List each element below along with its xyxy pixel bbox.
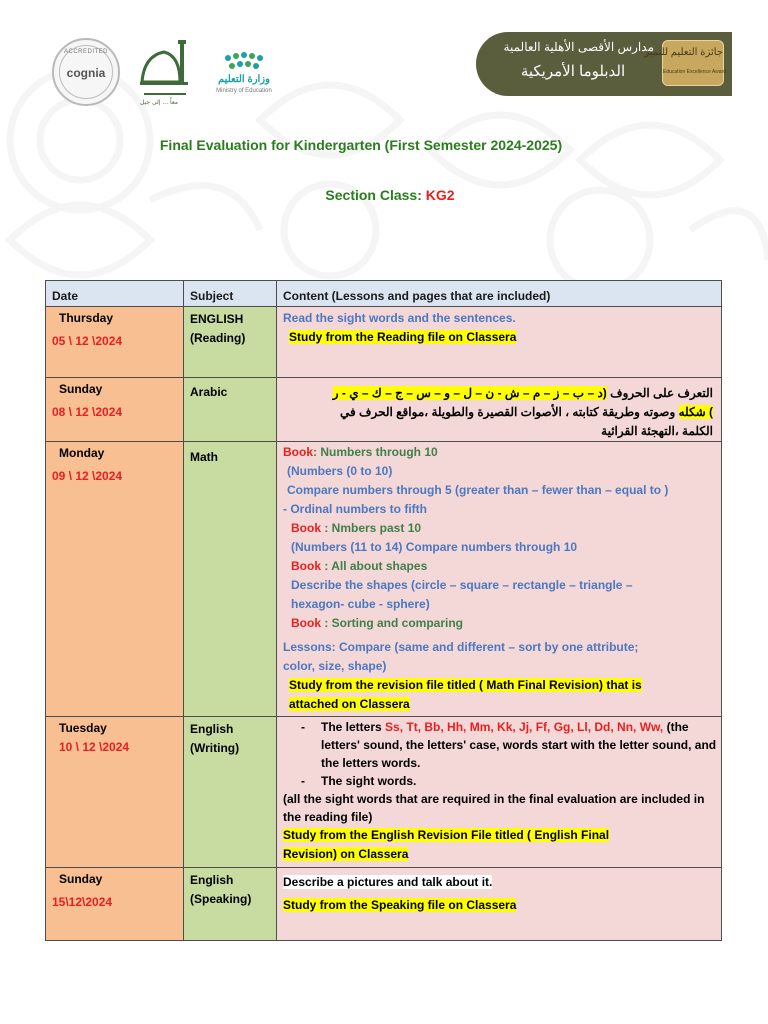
subject-cell	[184, 868, 277, 941]
content-line: Read the sight words and the sentences.	[283, 311, 516, 325]
section-label: Section Class:	[325, 187, 426, 203]
date-cell	[46, 307, 184, 378]
content-line: (Numbers (0 to 10)	[287, 464, 393, 478]
letters-label: The letters	[321, 720, 386, 734]
book-title: : Nmbers past 10	[321, 521, 422, 535]
table-row	[46, 717, 722, 868]
table-row	[46, 378, 722, 442]
header-cell-date: Date	[46, 281, 184, 307]
date-cell	[46, 868, 184, 941]
aqsa-school-logo	[136, 38, 198, 110]
arabic-letters: (د – ب – ز – م – ش - ن – ل – و – س – ج – ك – ي - ر	[332, 386, 607, 400]
date-value: 05 \ 12 \2024	[52, 334, 123, 348]
date-cell	[46, 442, 184, 717]
subject-name: Arabic	[190, 385, 228, 399]
badge-top-text: ACCREDITED	[63, 49, 108, 55]
header-cell-content: Content (Lessons and pages that are included)	[277, 281, 722, 307]
study-instruction: Study from the Speaking file on Classera	[283, 898, 517, 912]
day-label: Thursday	[59, 311, 114, 325]
subject-name: ENGLISH	[190, 312, 244, 326]
date-cell	[46, 717, 184, 868]
content-cell	[277, 378, 722, 442]
subject-cell	[184, 442, 277, 717]
table-row	[46, 442, 722, 717]
book-label: Book	[291, 616, 321, 630]
subject-skill: (Reading)	[190, 331, 246, 345]
content-cell	[277, 307, 722, 378]
table-row	[46, 868, 722, 941]
book-label: Book	[291, 559, 321, 573]
section-value: KG2	[425, 187, 455, 203]
book-title: : Sorting and comparing	[321, 616, 464, 630]
study-instruction: Study from the Reading file on Classera	[289, 330, 517, 344]
date-value: 10 \ 12 \2024	[59, 740, 130, 754]
subject-skill: (Speaking)	[190, 892, 252, 906]
content-line: Describe the shapes (circle – square – rectangle – triangle –	[291, 578, 633, 592]
award-english: Education Excellence Award	[663, 69, 727, 75]
content-cell	[277, 868, 722, 941]
sight-words-note: (all the sight words that are required in the final evaluation are included in the reading file)	[283, 792, 705, 824]
excellence-award-logo	[644, 40, 727, 86]
evaluation-schedule-table	[45, 280, 722, 941]
header	[0, 0, 768, 110]
header-cell-subject: Subject	[184, 281, 277, 307]
cognia-accredited-badge	[52, 38, 120, 106]
subject-cell	[184, 307, 277, 378]
content-line: Compare numbers through 5 (greater than – fewer than – equal to )	[287, 483, 669, 497]
content-line: hexagon- cube - sphere)	[291, 597, 430, 611]
content-line: color, size, shape)	[283, 659, 387, 673]
subject-cell	[184, 717, 277, 868]
arabic-line1-prefix: التعرف على الحروف	[606, 386, 713, 400]
arabic-content	[277, 378, 721, 441]
study-instruction: Study from the English Revision File titled ( English Final	[283, 828, 610, 842]
content-cell	[277, 442, 722, 717]
day-label: Sunday	[59, 872, 103, 886]
study-instruction: Study from the revision file titled ( Math Final Revision) that is	[289, 678, 642, 692]
letters-description: (the letters' sound, the letters' case, words start with the letter sound, and the letters words.	[321, 720, 717, 770]
study-instruction: attached on Classera	[289, 697, 410, 711]
arabic-line2-highlight: ) شكله	[678, 405, 713, 419]
award-arabic: جائزة التعليم للتميز	[644, 47, 723, 58]
book-title: : All about shapes	[321, 559, 428, 573]
date-value: 15\12\2024	[52, 895, 113, 909]
arabic-line2-text: وصوته وطريقة كتابته ، الأصوات القصيرة والطويلة ،مواقع الحرف في	[339, 405, 679, 419]
date-value: 09 \ 12 \2024	[52, 469, 123, 483]
day-label: Tuesday	[59, 721, 107, 735]
subject-name: English	[190, 722, 234, 736]
content-cell	[277, 717, 722, 868]
subject-cell	[184, 378, 277, 442]
ministry-dots-icon	[208, 50, 280, 74]
content-line: Describe a pictures and talk about it.	[283, 875, 493, 889]
school-name-arabic: مدارس الأقصى الأهلية العالمية	[503, 40, 654, 54]
subject-skill: (Writing)	[190, 741, 240, 755]
day-label: Sunday	[59, 382, 103, 396]
ministry-english-name: Ministry of Education	[216, 88, 272, 94]
content-line: (Numbers (11 to 14) Compare numbers through 10	[291, 540, 578, 554]
study-instruction: Revision) on Classera	[283, 847, 409, 861]
book-label: Book	[283, 445, 313, 459]
day-label: Monday	[59, 446, 105, 460]
list-item: - The letters Ss, Tt, Bb, Hh, Mm, Kk, Jj, Ff, Gg, Ll, Dd, Nn, Ww, (the letters' sound, the letters' case, words start with the letter sound, and the letters words.	[301, 720, 717, 770]
diploma-name-arabic: الدبلوما الأمريكية	[520, 63, 626, 80]
content-line: Lessons: Compare (same and different – sort by one attribute;	[283, 640, 639, 654]
subject-name: English	[190, 873, 234, 887]
list-item: - The sight words.	[301, 774, 417, 788]
aqsa-tagline: معاً ... إلى جيل	[140, 99, 178, 106]
section-class	[0, 187, 768, 203]
ministry-of-education-logo	[208, 50, 280, 102]
book-label: Book	[291, 521, 321, 535]
sight-words: The sight words.	[321, 774, 417, 788]
letters-list: Ss, Tt, Bb, Hh, Mm, Kk, Jj, Ff, Gg, Ll, Dd, Nn, Ww,	[385, 720, 664, 734]
date-value: 08 \ 12 \2024	[52, 405, 123, 419]
ministry-arabic-name: وزارة التعليم	[218, 74, 270, 85]
table-header-row	[46, 281, 722, 307]
document-title: Final Evaluation for Kindergarten (First Semester 2024-2025)	[159, 137, 563, 153]
school-banner	[476, 32, 732, 96]
badge-brand: cognia	[66, 66, 106, 80]
book-title: : Numbers through 10	[313, 445, 438, 459]
table-row	[46, 307, 722, 378]
content-line: - Ordinal numbers to fifth	[283, 502, 427, 516]
arabic-line3: الكلمة ،التهجئة القرائية	[601, 424, 713, 438]
english-writing-list	[277, 717, 721, 790]
date-cell	[46, 378, 184, 442]
subject-name: Math	[190, 450, 218, 464]
